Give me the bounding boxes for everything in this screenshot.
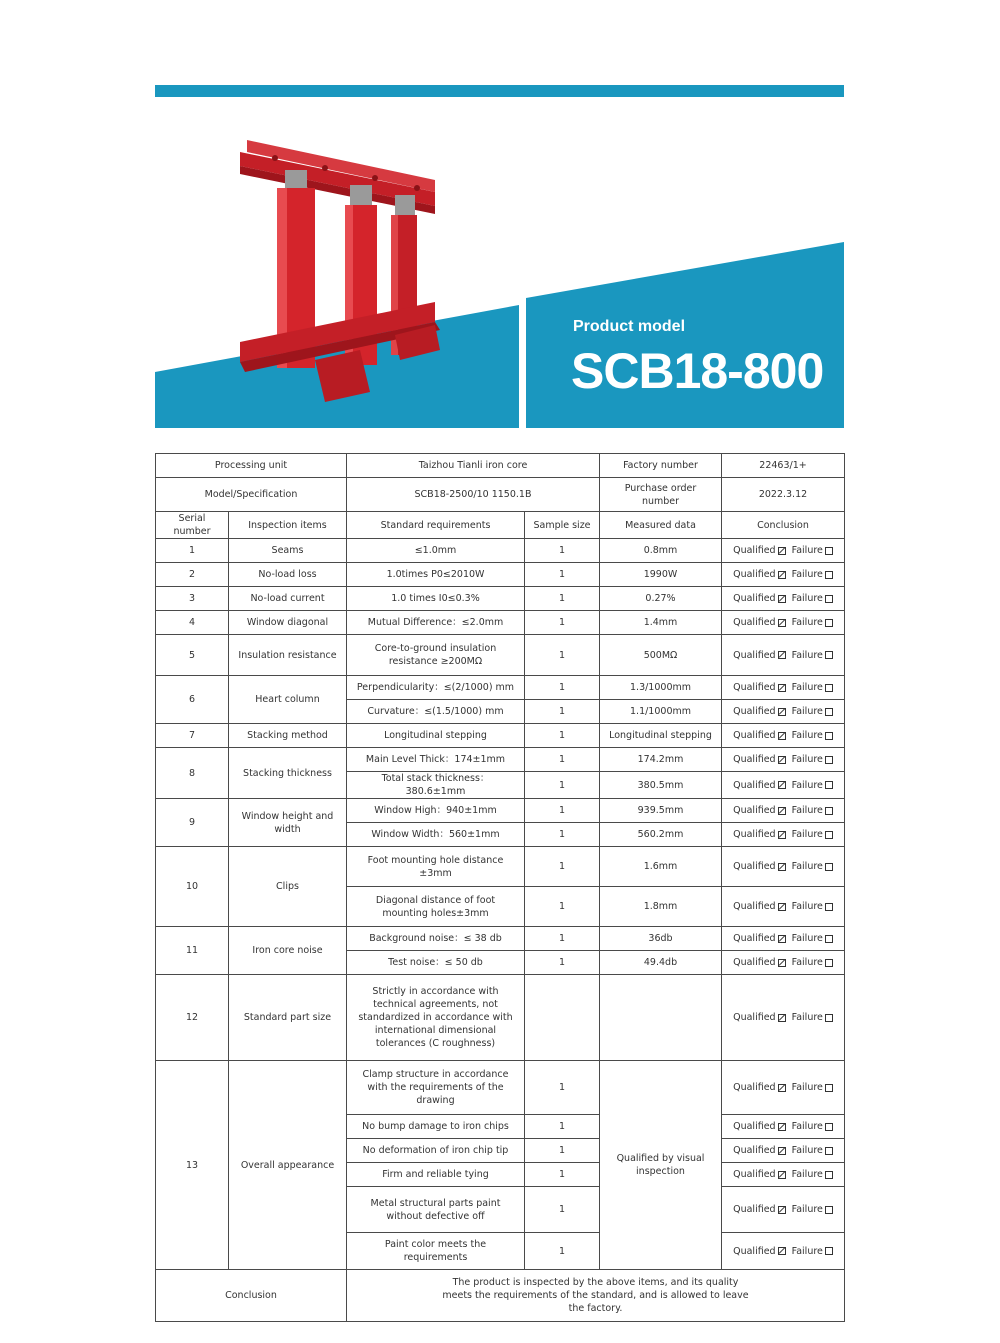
factory-number-label: Factory number [600,454,722,478]
sample-size-cell: 1 [525,1187,600,1233]
qualified-label: Qualified [733,569,776,580]
failure-unchecked-checkbox-icon [825,595,833,603]
qualified-label: Qualified [733,1012,776,1023]
serial-number-cell: 3 [156,587,229,611]
failure-label: Failure [791,1145,823,1156]
sample-size-cell: 1 [525,676,600,700]
failure-unchecked-checkbox-icon [825,1123,833,1131]
inspection-item-cell: Window height and width [229,799,347,847]
inspection-table-body [156,454,845,1322]
requirement-cell: Metal structural parts paint without defective off [347,1187,525,1233]
inspection-item-cell: Stacking method [229,724,347,748]
inspection-item-cell: Clips [229,847,347,927]
qualified-checked-checkbox-icon [778,1123,786,1131]
inspection-item-cell: Overall appearance [229,1061,347,1270]
failure-label: Failure [791,1121,823,1132]
processing-unit-value: Taizhou Tianli iron core [347,454,600,478]
failure-unchecked-checkbox-icon [825,959,833,967]
table-row [156,587,845,611]
failure-label: Failure [791,779,823,791]
model-spec-label: Model/Specification [156,478,347,512]
conclusion-cell [722,587,845,611]
failure-label: Failure [791,1012,823,1023]
measured-data-cell: Longitudinal stepping [600,724,722,748]
serial-number-cell: 9 [156,799,229,847]
top-accent-bar [155,85,844,97]
qualified-checked-checkbox-icon [778,547,786,555]
qualified-checked-checkbox-icon [778,863,786,871]
requirement-cell: Firm and reliable tying [347,1163,525,1187]
failure-label: Failure [791,829,823,840]
requirement-cell: 1.0 times I0≤0.3% [347,587,525,611]
conclusion-cell [722,700,845,724]
conclusion-cell [722,799,845,823]
requirement-cell: Window High：940±1mm [347,799,525,823]
failure-unchecked-checkbox-icon [825,1147,833,1155]
qualified-checked-checkbox-icon [778,708,786,716]
requirement-cell: Clamp structure in accordance with the requirements of the drawing [347,1061,525,1115]
header-row [156,512,845,539]
failure-unchecked-checkbox-icon [825,756,833,764]
measured-data-cell: 0.8mm [600,539,722,563]
conclusion-cell [722,1061,845,1115]
inspection-item-cell: Iron core noise [229,927,347,975]
conclusion-cell [722,676,845,700]
requirement-cell: Foot mounting hole distance ±3mm [347,847,525,887]
qualified-checked-checkbox-icon [778,935,786,943]
serial-number-cell: 1 [156,539,229,563]
measured-data-cell [600,975,722,1061]
serial-number-cell: 5 [156,635,229,676]
qualified-label: Qualified [733,957,776,968]
qualified-label: Qualified [733,617,776,628]
header-measured: Measured data [600,512,722,539]
purchase-order-value: 2022.3.12 [722,478,845,512]
qualified-label: Qualified [733,901,776,912]
failure-unchecked-checkbox-icon [825,781,833,789]
inspection-item-cell: Seams [229,539,347,563]
qualified-label: Qualified [733,649,776,661]
sample-size-cell: 1 [525,772,600,799]
table-row [156,539,845,563]
measured-data-cell: Qualified by visual inspection [600,1061,722,1270]
requirement-cell: Background noise：≤ 38 db [347,927,525,951]
qualified-label: Qualified [733,1245,776,1257]
sample-size-cell [525,975,600,1061]
table-row [156,563,845,587]
measured-data-cell: 1.4mm [600,611,722,635]
table-row [156,927,845,951]
qualified-checked-checkbox-icon [778,1084,786,1092]
serial-number-cell: 12 [156,975,229,1061]
requirement-cell: No deformation of iron chip tip [347,1139,525,1163]
failure-unchecked-checkbox-icon [825,651,833,659]
conclusion-row [156,1270,845,1322]
requirement-cell: Main Level Thick：174±1mm [347,748,525,772]
final-conclusion-label: Conclusion [156,1270,347,1322]
requirement-cell: Diagonal distance of foot mounting holes±3mm [347,887,525,927]
failure-unchecked-checkbox-icon [825,571,833,579]
qualified-label: Qualified [733,706,776,717]
qualified-label: Qualified [733,754,776,765]
measured-data-cell: 174.2mm [600,748,722,772]
requirement-cell: Test noise：≤ 50 db [347,951,525,975]
failure-unchecked-checkbox-icon [825,1084,833,1092]
qualified-label: Qualified [733,779,776,791]
measured-data-cell: 560.2mm [600,823,722,847]
measured-data-cell: 1.3/1000mm [600,676,722,700]
qualified-checked-checkbox-icon [778,571,786,579]
requirement-cell: No bump damage to iron chips [347,1115,525,1139]
measured-data-cell: 380.5mm [600,772,722,799]
measured-data-cell: 49.4db [600,951,722,975]
serial-number-cell: 11 [156,927,229,975]
failure-label: Failure [791,730,823,741]
failure-label: Failure [791,706,823,717]
qualified-label: Qualified [733,933,776,944]
qualified-checked-checkbox-icon [778,756,786,764]
serial-number-cell: 8 [156,748,229,799]
failure-unchecked-checkbox-icon [825,807,833,815]
qualified-checked-checkbox-icon [778,619,786,627]
qualified-checked-checkbox-icon [778,807,786,815]
qualified-label: Qualified [733,1145,776,1156]
table-row [156,635,845,676]
conclusion-cell [722,975,845,1061]
requirement-cell: Core-to-ground insulation resistance ≥200MΩ [347,635,525,676]
failure-label: Failure [791,805,823,816]
measured-data-cell: 1.8mm [600,887,722,927]
requirement-cell: Perpendicularity：≤(2/1000) mm [347,676,525,700]
info-row [156,454,845,478]
inspection-item-cell: Standard part size [229,975,347,1061]
failure-label: Failure [791,861,823,872]
qualified-label: Qualified [733,682,776,693]
inspection-item-cell: Insulation resistance [229,635,347,676]
failure-unchecked-checkbox-icon [825,1014,833,1022]
factory-number-value: 22463/1+ [722,454,845,478]
final-conclusion-text: The product is inspected by the above items, and its quality meets the requirements of the standard, and is allowed to leave the factory. [347,1270,845,1322]
header-conclusion: Conclusion [722,512,845,539]
inspection-table [155,453,845,1322]
info-row [156,478,845,512]
requirement-cell: Curvature：≤(1.5/1000) mm [347,700,525,724]
sample-size-cell: 1 [525,563,600,587]
conclusion-cell [722,563,845,587]
conclusion-cell [722,539,845,563]
conclusion-cell [722,951,845,975]
header-sample: Sample size [525,512,600,539]
requirement-cell: ≤1.0mm [347,539,525,563]
qualified-label: Qualified [733,1204,776,1215]
measured-data-cell: 36db [600,927,722,951]
sample-size-cell: 1 [525,611,600,635]
inspection-item-cell: Stacking thickness [229,748,347,799]
product-banner [155,110,844,430]
measured-data-cell: 1.6mm [600,847,722,887]
qualified-checked-checkbox-icon [778,1171,786,1179]
conclusion-cell [722,823,845,847]
conclusion-cell [722,887,845,927]
failure-unchecked-checkbox-icon [825,1247,833,1255]
failure-unchecked-checkbox-icon [825,935,833,943]
inspection-item-cell: Window diagonal [229,611,347,635]
qualified-label: Qualified [733,829,776,840]
serial-number-cell: 6 [156,676,229,724]
serial-number-cell: 4 [156,611,229,635]
sample-size-cell: 1 [525,587,600,611]
header-items: Inspection items [229,512,347,539]
measured-data-cell: 1.1/1000mm [600,700,722,724]
failure-unchecked-checkbox-icon [825,619,833,627]
qualified-label: Qualified [733,805,776,816]
failure-label: Failure [791,569,823,580]
conclusion-cell [722,1139,845,1163]
sample-size-cell: 1 [525,635,600,676]
conclusion-cell [722,1163,845,1187]
header-requirements: Standard requirements [347,512,525,539]
failure-label: Failure [791,1082,823,1093]
requirement-cell: Mutual Difference：≤2.0mm [347,611,525,635]
qualified-checked-checkbox-icon [778,1206,786,1214]
requirement-cell: Strictly in accordance with technical agreements, not standardized in accordance with international dimensional tolerances (C roughness) [347,975,525,1061]
requirement-cell: 1.0times P0≤2010W [347,563,525,587]
table-row [156,676,845,700]
failure-label: Failure [791,957,823,968]
failure-label: Failure [791,593,823,604]
qualified-label: Qualified [733,593,776,604]
conclusion-cell [722,635,845,676]
serial-number-cell: 2 [156,563,229,587]
sample-size-cell: 1 [525,1115,600,1139]
sample-size-cell: 1 [525,927,600,951]
qualified-label: Qualified [733,1169,776,1180]
conclusion-cell [722,1115,845,1139]
product-model-label: Product model [573,318,686,335]
table-row [156,611,845,635]
failure-unchecked-checkbox-icon [825,732,833,740]
failure-unchecked-checkbox-icon [825,684,833,692]
table-row [156,724,845,748]
failure-unchecked-checkbox-icon [825,1206,833,1214]
sample-size-cell: 1 [525,799,600,823]
serial-number-cell: 13 [156,1061,229,1270]
conclusion-cell [722,772,845,799]
requirement-cell: Total stack thickness：380.6±1mm [347,772,525,799]
sample-size-cell: 1 [525,724,600,748]
qualified-checked-checkbox-icon [778,781,786,789]
failure-label: Failure [791,1245,823,1257]
failure-label: Failure [791,754,823,765]
inspection-item-cell: Heart column [229,676,347,724]
requirement-cell: Paint color meets the requirements [347,1233,525,1270]
qualified-checked-checkbox-icon [778,903,786,911]
qualified-checked-checkbox-icon [778,831,786,839]
inspection-item-cell: No-load loss [229,563,347,587]
sample-size-cell: 1 [525,1163,600,1187]
qualified-label: Qualified [733,861,776,872]
sample-size-cell: 1 [525,539,600,563]
qualified-checked-checkbox-icon [778,595,786,603]
conclusion-cell [722,1233,845,1270]
measured-data-cell: 0.27% [600,587,722,611]
qualified-checked-checkbox-icon [778,959,786,967]
table-row [156,975,845,1061]
conclusion-cell [722,748,845,772]
qualified-checked-checkbox-icon [778,684,786,692]
failure-label: Failure [791,545,823,556]
sample-size-cell: 1 [525,887,600,927]
purchase-order-label: Purchase order number [600,478,722,512]
sample-size-cell: 1 [525,823,600,847]
failure-unchecked-checkbox-icon [825,547,833,555]
failure-unchecked-checkbox-icon [825,1171,833,1179]
qualified-checked-checkbox-icon [778,732,786,740]
serial-number-cell: 10 [156,847,229,927]
failure-label: Failure [791,649,823,661]
sample-size-cell: 1 [525,951,600,975]
failure-label: Failure [791,682,823,693]
qualified-checked-checkbox-icon [778,1014,786,1022]
failure-unchecked-checkbox-icon [825,708,833,716]
requirement-cell: Longitudinal stepping [347,724,525,748]
sample-size-cell: 1 [525,1139,600,1163]
serial-number-cell: 7 [156,724,229,748]
failure-label: Failure [791,933,823,944]
qualified-checked-checkbox-icon [778,1247,786,1255]
measured-data-cell: 1990W [600,563,722,587]
qualified-label: Qualified [733,545,776,556]
failure-unchecked-checkbox-icon [825,831,833,839]
failure-label: Failure [791,901,823,912]
inspection-item-cell: No-load current [229,587,347,611]
sample-size-cell: 1 [525,847,600,887]
failure-label: Failure [791,1169,823,1180]
conclusion-cell [722,927,845,951]
sample-size-cell: 1 [525,700,600,724]
failure-unchecked-checkbox-icon [825,863,833,871]
qualified-checked-checkbox-icon [778,1147,786,1155]
failure-label: Failure [791,1204,823,1215]
qualified-label: Qualified [733,1082,776,1093]
sample-size-cell: 1 [525,1061,600,1115]
measured-data-cell: 939.5mm [600,799,722,823]
failure-label: Failure [791,617,823,628]
sample-size-cell: 1 [525,748,600,772]
requirement-cell: Window Width：560±1mm [347,823,525,847]
measured-data-cell: 500MΩ [600,635,722,676]
header-serial: Serial number [156,512,229,539]
sample-size-cell: 1 [525,1233,600,1270]
qualified-label: Qualified [733,1121,776,1132]
conclusion-cell [722,611,845,635]
conclusion-cell [722,1187,845,1233]
product-model-value: SCB18-800 [571,343,824,399]
conclusion-cell [722,724,845,748]
failure-unchecked-checkbox-icon [825,903,833,911]
conclusion-cell [722,847,845,887]
table-row [156,748,845,772]
table-row [156,799,845,823]
table-row [156,1061,845,1115]
qualified-checked-checkbox-icon [778,651,786,659]
table-row [156,847,845,887]
qualified-label: Qualified [733,730,776,741]
processing-unit-label: Processing unit [156,454,347,478]
model-spec-value: SCB18-2500/10 1150.1B [347,478,600,512]
